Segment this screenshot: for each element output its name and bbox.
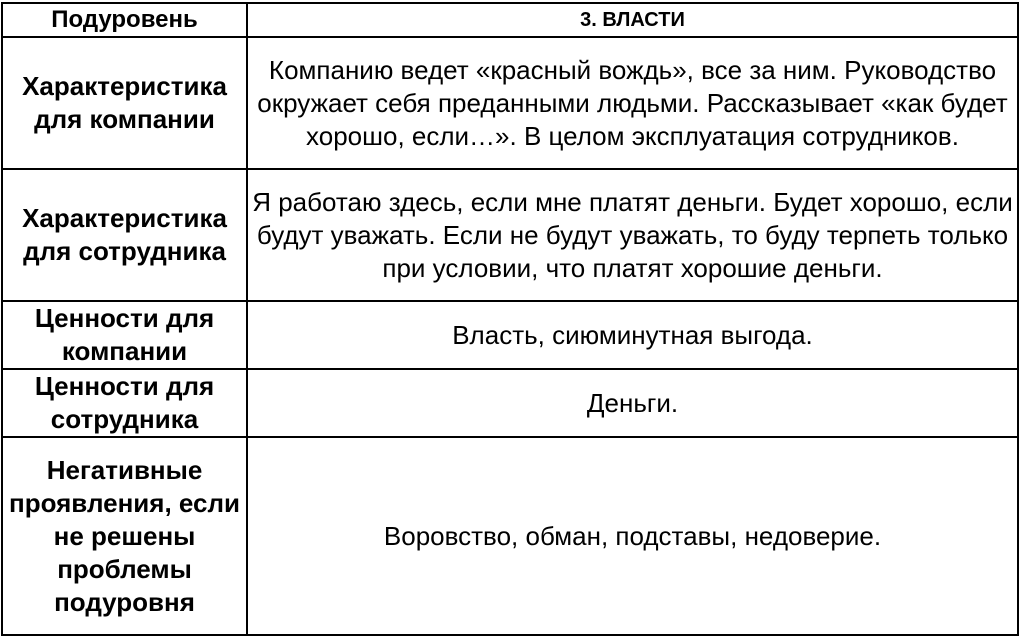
row-value-company-values: Власть, сиюминутная выгода. <box>247 301 1018 369</box>
table-header-row <box>2 3 1018 37</box>
row-value-employee-characteristic: Я работаю здесь, если мне платят деньги. Будет хорошо, если будут уважать. Если не будут уважать, то буду терпеть только при условии, что платят хорошие деньги. <box>247 169 1018 301</box>
row-value-negative-manifestations: Воровство, обман, подставы, недоверие. <box>247 437 1018 635</box>
table-row <box>2 301 1018 369</box>
row-label-employee-characteristic: Характеристика для сотрудника <box>2 169 247 301</box>
table-row <box>2 169 1018 301</box>
table-row <box>2 437 1018 635</box>
header-label-cell: Подуровень <box>2 3 247 37</box>
row-label-negative-manifestations: Негативные проявления, если не решены проблемы подуровня <box>2 437 247 635</box>
header-title-cell: 3. ВЛАСТИ <box>247 3 1018 37</box>
row-label-employee-values: Ценности для сотрудника <box>2 369 247 437</box>
row-label-company-characteristic: Характеристика для компании <box>2 37 247 169</box>
sublevel-table <box>1 2 1019 636</box>
table-row <box>2 37 1018 169</box>
row-value-employee-values: Деньги. <box>247 369 1018 437</box>
row-label-company-values: Ценности для компании <box>2 301 247 369</box>
table-row <box>2 369 1018 437</box>
row-value-company-characteristic: Компанию ведет «красный вождь», все за ним. Руководство окружает себя преданными людьми. Рассказывает «как будет хорошо, если…». В целом эксплуатация сотрудников. <box>247 37 1018 169</box>
